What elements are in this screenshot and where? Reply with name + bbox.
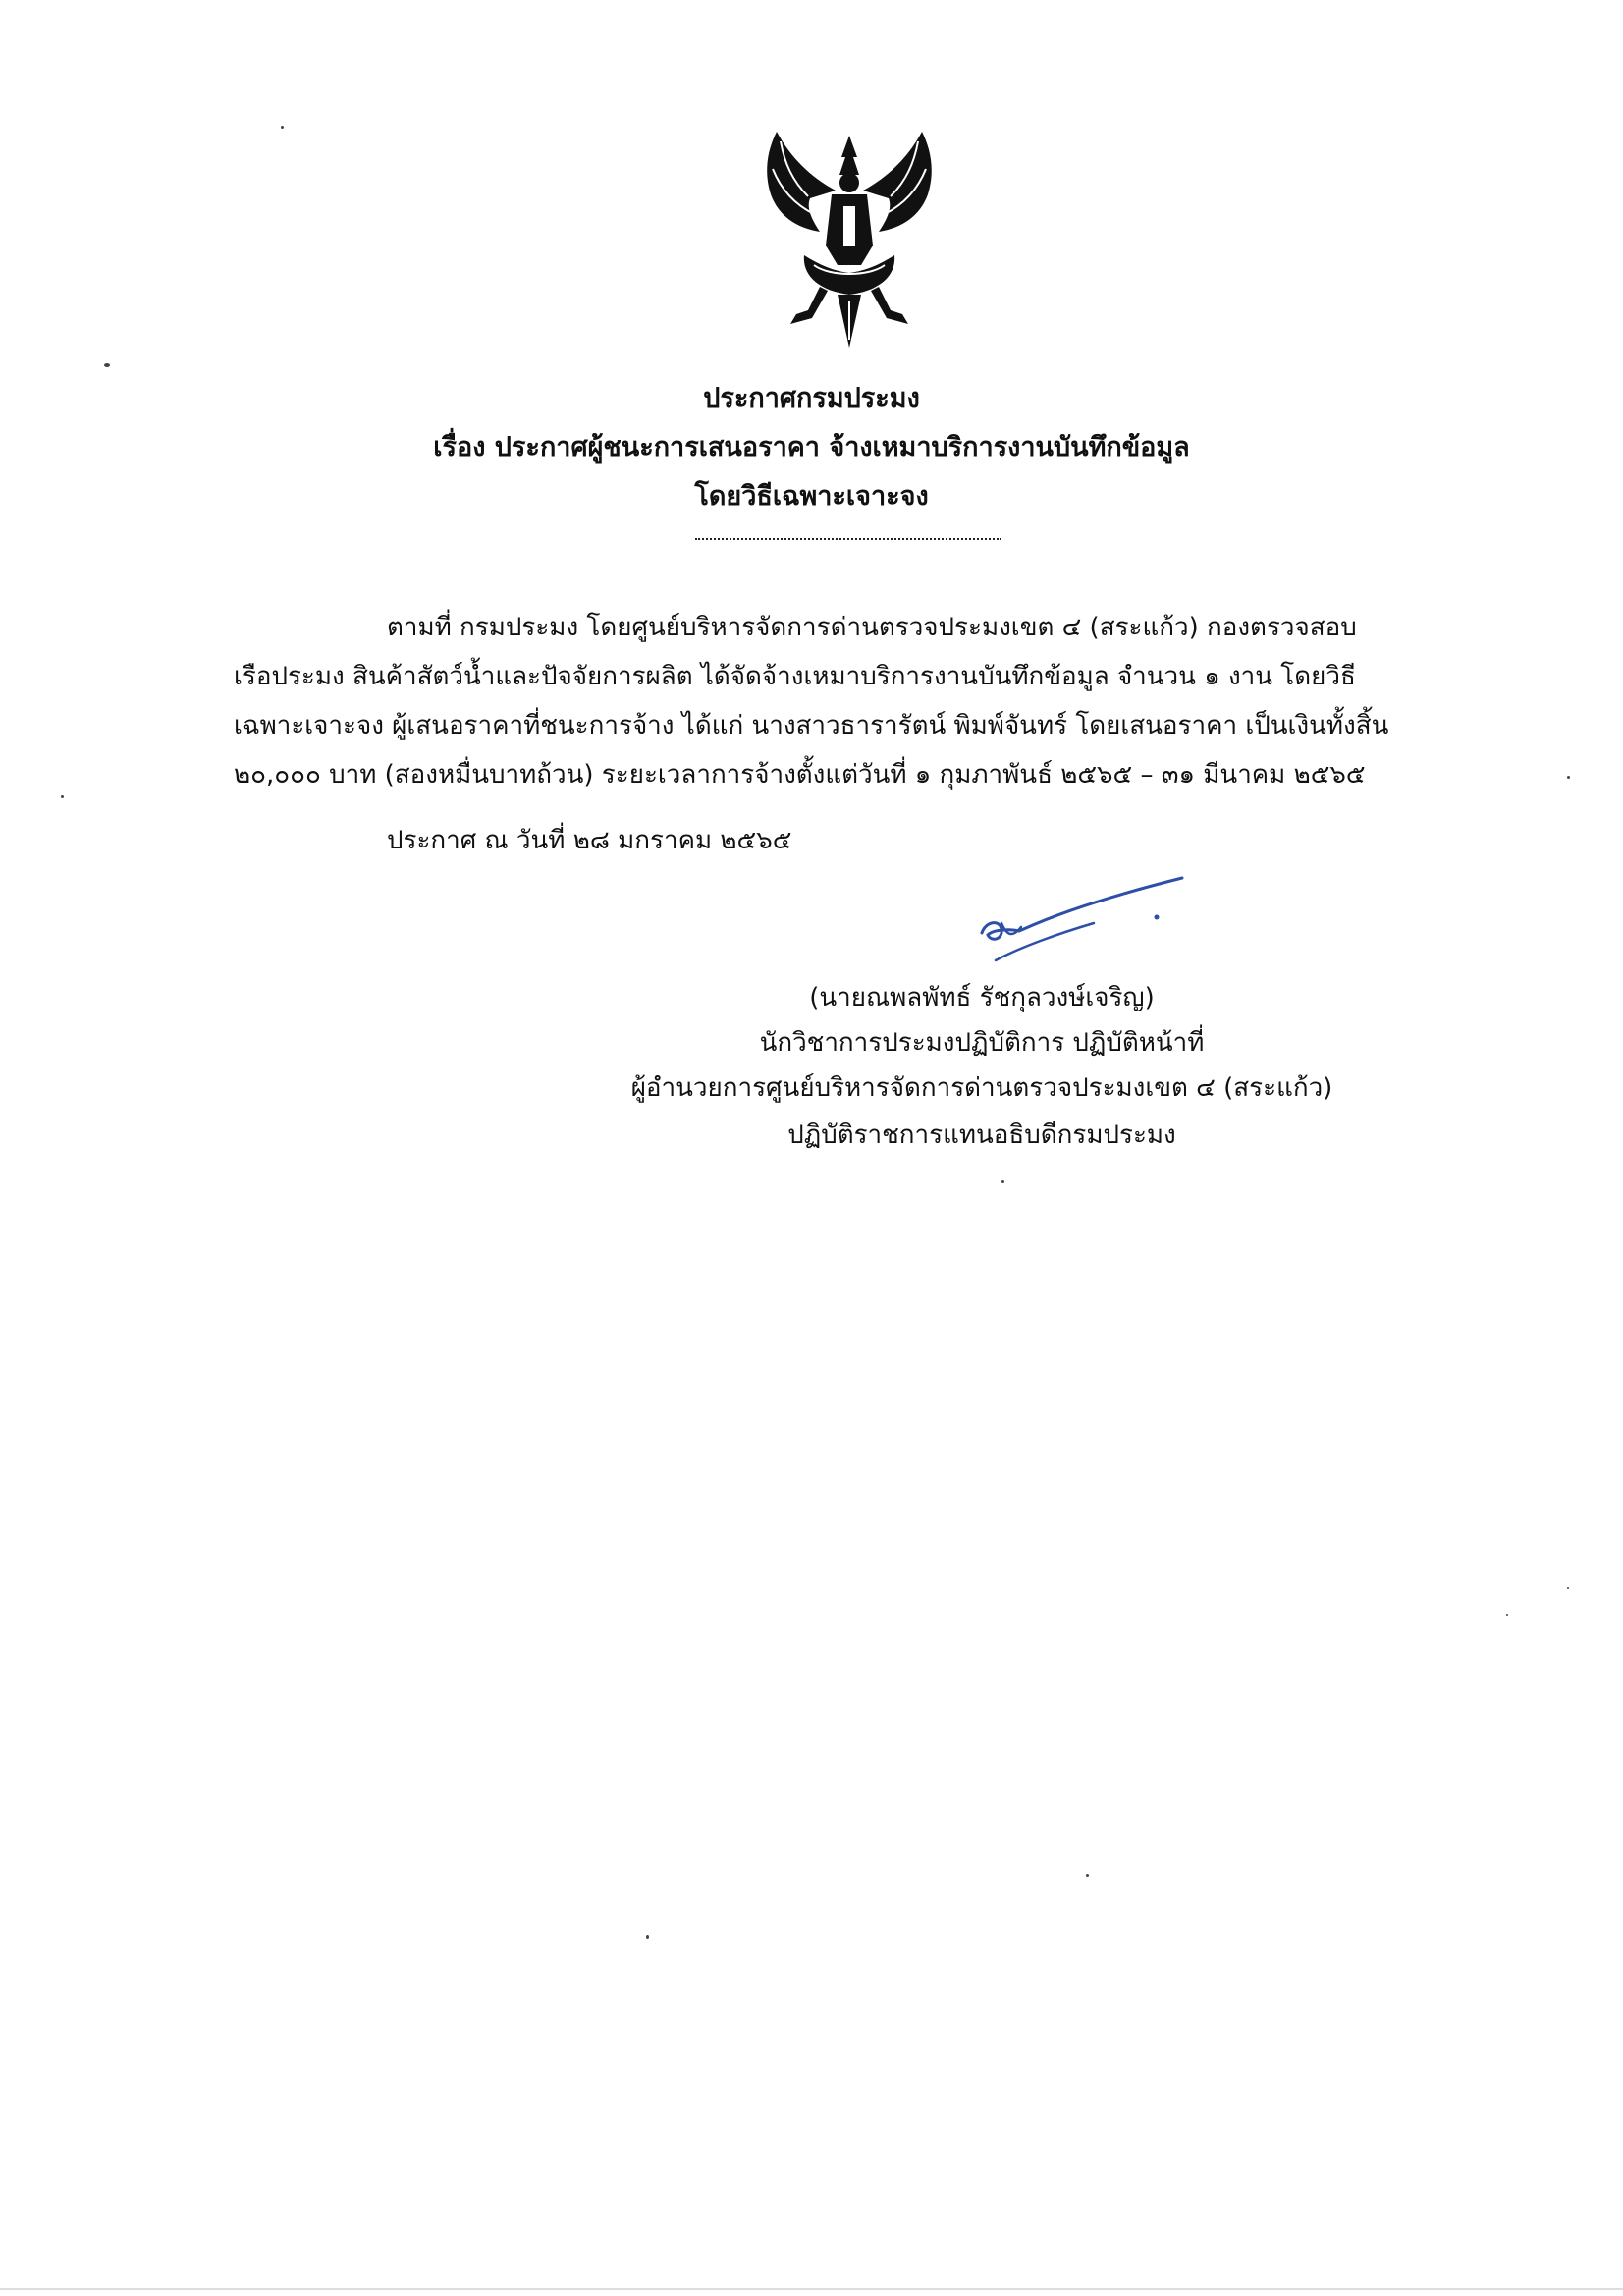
scan-speck: [61, 795, 64, 798]
paragraph-line: เฉพาะเจาะจง ผู้เสนอราคาที่ชนะการจ้าง ได้แก่ นางสาวธารารัตน์ พิมพ์จันทร์ โดยเสนอราคา เป็นเงินทั้งสิ้น: [234, 711, 1389, 740]
document-title: ประกาศกรมประมง: [703, 383, 920, 413]
announcement-paragraph: [234, 603, 1451, 799]
scan-speck: [104, 363, 110, 367]
scan-edge-line: [0, 2288, 1623, 2290]
scan-speck: [1086, 1874, 1089, 1877]
paragraph-line: เรือประมง สินค้าสัตว์น้ำและปัจจัยการผลิต ได้จัดจ้างเหมาบริการงานบันทึกข้อมูล จำนวน ๑ งาน โดยวิธี: [234, 662, 1356, 691]
scan-speck: [1506, 1614, 1508, 1616]
announcement-date: ประกาศ ณ วันที่ ๒๘ มกราคม ๒๕๖๕: [387, 826, 792, 855]
document-method: โดยวิธีเฉพาะเจาะจง: [694, 481, 929, 512]
paragraph-line: ๒๐,๐๐๐ บาท (สองหมื่นบาทถ้วน) ระยะเวลาการจ้างตั้งแต่วันที่ ๑ กุมภาพันธ์ ๒๕๖๕ – ๓๑ มีนาคม ๒๕๖๕: [234, 760, 1366, 790]
scan-speck: [646, 1935, 649, 1939]
signatory-name: (นายณพลพัทธ์ รัชกุลวงษ์เจริญ): [809, 983, 1155, 1012]
document-subject: เรื่อง ประกาศผู้ชนะการเสนอราคา จ้างเหมาบริการงานบันทึกข้อมูล: [433, 432, 1190, 463]
dotted-separator: [695, 538, 1001, 540]
scan-speck: [1567, 776, 1570, 779]
signatory-position: นักวิชาการประมงปฏิบัติการ ปฏิบัติหน้าที่: [759, 1028, 1205, 1058]
signature-image: [943, 864, 1198, 982]
scan-speck: [1001, 1180, 1004, 1183]
scan-speck: [281, 126, 284, 129]
signatory-acting-as: ผู้อำนวยการศูนย์บริหารจัดการด่านตรวจประมงเขต ๔ (สระแก้ว): [630, 1073, 1333, 1103]
signatory-on-behalf: ปฏิบัติราชการแทนอธิบดีกรมประมง: [787, 1121, 1176, 1150]
garuda-emblem-icon: [751, 118, 947, 354]
paragraph-line: ตามที่ กรมประมง โดยศูนย์บริหารจัดการด่านตรวจประมงเขต ๔ (สระแก้ว) กองตรวจสอบ: [387, 613, 1357, 642]
scan-speck: [1567, 1587, 1569, 1589]
